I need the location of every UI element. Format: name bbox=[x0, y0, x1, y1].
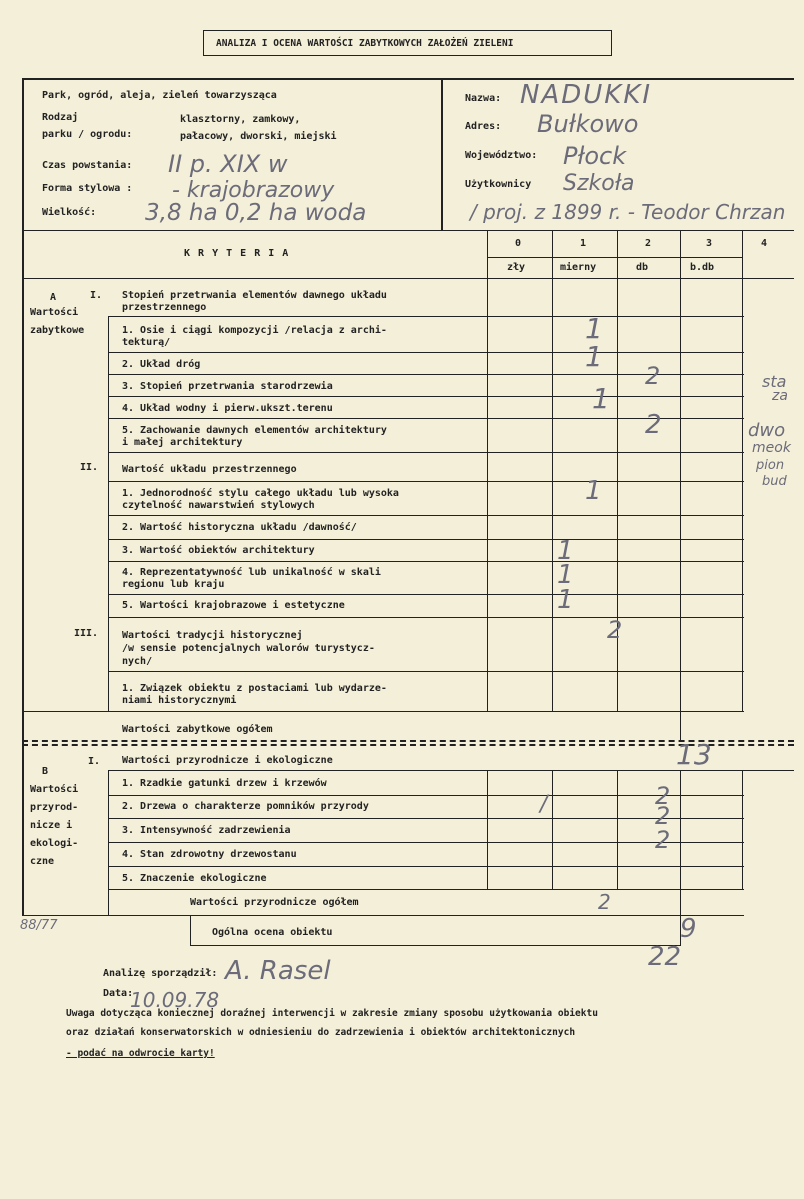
s3-title-1: Wartości tradycji historycznej bbox=[122, 630, 303, 641]
date-label: Data: bbox=[103, 988, 134, 999]
parku-label: parku / ogrodu: bbox=[42, 129, 133, 140]
row-line bbox=[108, 842, 744, 843]
section-b-letter: B bbox=[42, 766, 49, 777]
hw-side-3: dwo bbox=[748, 420, 786, 441]
hw-side-1: sta bbox=[762, 372, 787, 391]
section-b-label-4: ekologi- bbox=[30, 838, 79, 849]
hw-mark: 1 bbox=[585, 340, 603, 373]
s1-item-2: 2. Układ dróg bbox=[122, 359, 201, 370]
score-name-0: zły bbox=[507, 262, 526, 273]
hw-date: 10.09.78 bbox=[130, 988, 220, 1012]
type-line: Park, ogród, aleja, zieleń towarzysząca bbox=[42, 90, 277, 101]
s2-title: Wartość układu przestrzennego bbox=[122, 464, 297, 475]
row-line bbox=[22, 711, 744, 712]
section-a-roman2: II. bbox=[80, 462, 99, 473]
s2-item-3: 3. Wartość obiektów architektury bbox=[122, 545, 315, 556]
section-b-roman: I. bbox=[88, 756, 101, 767]
s3-title-2: /w sensie potencjalnych walorów turystycz- bbox=[122, 643, 375, 654]
section-b-label-2: przyrod- bbox=[30, 802, 79, 813]
hw-margin: 88/77 bbox=[20, 918, 58, 933]
hw-note-top: / proj. z 1899 r. - Teodor Chrzan bbox=[470, 200, 786, 224]
score-2: 2 bbox=[645, 238, 652, 249]
header-divider bbox=[441, 78, 443, 230]
hw-nazwa: NADUKKI bbox=[520, 80, 653, 110]
criteria-row-line bbox=[487, 257, 742, 258]
row-line bbox=[108, 866, 744, 867]
b-col-4 bbox=[680, 770, 681, 890]
hw-woj: Płock bbox=[563, 142, 627, 170]
hw-mark: / bbox=[540, 792, 548, 817]
hw-czas: II p. XIX w bbox=[168, 150, 288, 178]
czas-label: Czas powstania: bbox=[42, 160, 133, 171]
hw-mark: 1 bbox=[557, 536, 574, 566]
score-name-3: b.db bbox=[690, 262, 715, 273]
b-item-1: 1. Rzadkie gatunki drzew i krzewów bbox=[122, 778, 327, 789]
hw-sum-b: 2 bbox=[598, 890, 611, 914]
s1-title-1: Stopień przetrwania elementów dawnego układu bbox=[122, 290, 387, 301]
frame-top bbox=[22, 78, 794, 80]
hw-mark: 2 bbox=[645, 410, 662, 440]
hw-adres: Bułkowo bbox=[537, 110, 639, 138]
s3-item-1a: 1. Związek obiektu z postaciami lub wydarze- bbox=[122, 683, 387, 694]
row-line bbox=[108, 795, 744, 796]
hw-iii: 2 bbox=[607, 616, 623, 644]
row-line bbox=[108, 594, 744, 595]
nazwa-label: Nazwa: bbox=[465, 93, 502, 104]
criteria-label: K R Y T E R I A bbox=[184, 248, 290, 259]
section-b-divider bbox=[108, 770, 109, 916]
hw-mark: 2 bbox=[655, 782, 671, 810]
row-line bbox=[108, 316, 744, 317]
b-item-2: 2. Drzewa o charakterze pomników przyrody bbox=[122, 801, 369, 812]
row-line bbox=[108, 889, 744, 890]
hw-mark: 1 bbox=[585, 312, 603, 345]
row-line bbox=[108, 515, 744, 516]
row-line bbox=[108, 671, 744, 672]
hw-side-5: pion bbox=[756, 458, 785, 473]
col-line-5 bbox=[742, 230, 743, 712]
row-line bbox=[108, 818, 744, 819]
row-line bbox=[108, 539, 744, 540]
s1-item-1a: 1. Osie i ciągi kompozycji /relacja z archi- bbox=[122, 325, 387, 336]
section-a-roman3: III. bbox=[74, 628, 99, 639]
row-line bbox=[108, 396, 744, 397]
hw-mark: 2 bbox=[655, 802, 671, 830]
s2-item-4a: 4. Reprezentatywność lub unikalność w skali bbox=[122, 567, 381, 578]
section-b-title: Wartości przyrodnicze i ekologiczne bbox=[122, 755, 333, 766]
uzyt-label: Użytkownicy bbox=[465, 179, 532, 190]
kinds-1: klasztorny, zamkowy, bbox=[180, 114, 301, 125]
hw-mark: 2 bbox=[645, 362, 661, 390]
hw-signature: A. Rasel bbox=[225, 956, 331, 986]
hw-mark: 1 bbox=[557, 560, 574, 590]
hw-mark: 1 bbox=[592, 382, 610, 415]
b-col-5 bbox=[742, 770, 743, 890]
hw-wielkosc: 3,8 ha 0,2 ha woda bbox=[145, 200, 367, 226]
score-0: 0 bbox=[515, 238, 522, 249]
section-a-total: Wartości zabytkowe ogółem bbox=[122, 724, 273, 735]
s3-title-3: nych/ bbox=[122, 656, 153, 667]
hw-uzyt: Szkoła bbox=[563, 171, 635, 196]
section-b-label-3: nicze i bbox=[30, 820, 73, 831]
row-line bbox=[108, 452, 744, 453]
note-line-2: oraz działań konserwatorskich w odniesieniu do zadrzewienia i obiektów architektonicznych bbox=[66, 1027, 576, 1038]
forma-label: Forma stylowa : bbox=[42, 183, 133, 194]
s1-item-4: 4. Układ wodny i pierw.ukszt.terenu bbox=[122, 403, 333, 414]
hw-total-a: 9 bbox=[680, 914, 697, 944]
s1-item-1b: tekturą/ bbox=[122, 337, 171, 348]
rodzaj-label: Rodzaj bbox=[42, 112, 79, 123]
hw-side-4: meok bbox=[752, 440, 791, 456]
form-title: ANALIZA I OCENA WARTOŚCI ZABYTKOWYCH ZAŁOŻEŃ ZIELENI bbox=[216, 38, 514, 49]
hw-mark: 1 bbox=[557, 585, 574, 615]
criteria-bottom bbox=[22, 278, 794, 279]
score-1: 1 bbox=[580, 238, 587, 249]
hw-side-6: bud bbox=[762, 474, 787, 489]
s1-item-5b: i małej architektury bbox=[122, 437, 243, 448]
s1-item-3: 3. Stopień przetrwania starodrzewia bbox=[122, 381, 333, 392]
s2-item-2: 2. Wartość historyczna układu /dawność/ bbox=[122, 522, 357, 533]
s2-item-5: 5. Wartości krajobrazowe i estetyczne bbox=[122, 600, 345, 611]
section-a-letter: A bbox=[50, 292, 57, 303]
note-line-1: Uwaga dotycząca koniecznej doraźnej interwencji w zakresie zmiany sposobu użytkowania obiektu bbox=[66, 1008, 598, 1019]
note-line-3: - podać na odwrocie karty! bbox=[66, 1048, 215, 1059]
adres-label: Adres: bbox=[465, 121, 502, 132]
col-line-4 bbox=[680, 230, 681, 712]
total-a-right bbox=[680, 711, 681, 741]
frame-left bbox=[22, 78, 24, 916]
score-name-1: mierny bbox=[560, 262, 597, 273]
section-b-label-5: czne bbox=[30, 856, 55, 867]
s3-item-1b: niami historycznymi bbox=[122, 695, 237, 706]
hw-total-b: 22 bbox=[648, 942, 682, 972]
section-b-total: Wartości przyrodnicze ogółem bbox=[190, 897, 359, 908]
s1-item-5a: 5. Zachowanie dawnych elementów architektury bbox=[122, 425, 387, 436]
b-col-3 bbox=[617, 770, 618, 890]
b-col-2 bbox=[552, 770, 553, 890]
b-item-4: 4. Stan zdrowotny drzewostanu bbox=[122, 849, 297, 860]
b-item-3: 3. Intensywność zadrzewienia bbox=[122, 825, 291, 836]
row-line bbox=[108, 481, 744, 482]
wielkosc-label: Wielkość: bbox=[42, 207, 97, 218]
s2-item-1a: 1. Jednorodność stylu całego układu lub wysoka bbox=[122, 488, 399, 499]
b-col-1 bbox=[487, 770, 488, 890]
section-b-label-1: Wartości bbox=[30, 784, 79, 795]
col-line-1 bbox=[487, 230, 488, 712]
header-bottom bbox=[22, 230, 794, 231]
overall-label: Ogólna ocena obiektu bbox=[212, 927, 333, 938]
s1-title-2: przestrzennego bbox=[122, 302, 207, 313]
section-a-label1: Wartości bbox=[30, 307, 79, 318]
row-line bbox=[108, 561, 744, 562]
score-name-2: db bbox=[636, 262, 649, 273]
kinds-2: pałacowy, dworski, miejski bbox=[180, 131, 337, 142]
hw-forma: - krajobrazowy bbox=[172, 178, 335, 203]
s2-item-1b: czytelność nawarstwień stylowych bbox=[122, 500, 315, 511]
col-line-2 bbox=[552, 230, 553, 712]
hw-side-2: za bbox=[772, 388, 788, 404]
hw-sum-a: 13 bbox=[676, 738, 712, 771]
hw-mark: 2 bbox=[655, 826, 671, 854]
analyst-label: Analizę sporządził: bbox=[103, 968, 218, 979]
section-a-divider bbox=[108, 316, 109, 712]
section-a-roman1: I. bbox=[90, 290, 103, 301]
score-4: 4 bbox=[761, 238, 768, 249]
score-3: 3 bbox=[706, 238, 713, 249]
row-line bbox=[108, 617, 744, 618]
s2-item-4b: regionu lub kraju bbox=[122, 579, 225, 590]
row-line bbox=[108, 352, 744, 353]
section-a-label2: zabytkowe bbox=[30, 325, 85, 336]
woj-label: Województwo: bbox=[465, 150, 538, 161]
b-item-5: 5. Znaczenie ekologiczne bbox=[122, 873, 267, 884]
hw-mark: 1 bbox=[585, 476, 602, 506]
